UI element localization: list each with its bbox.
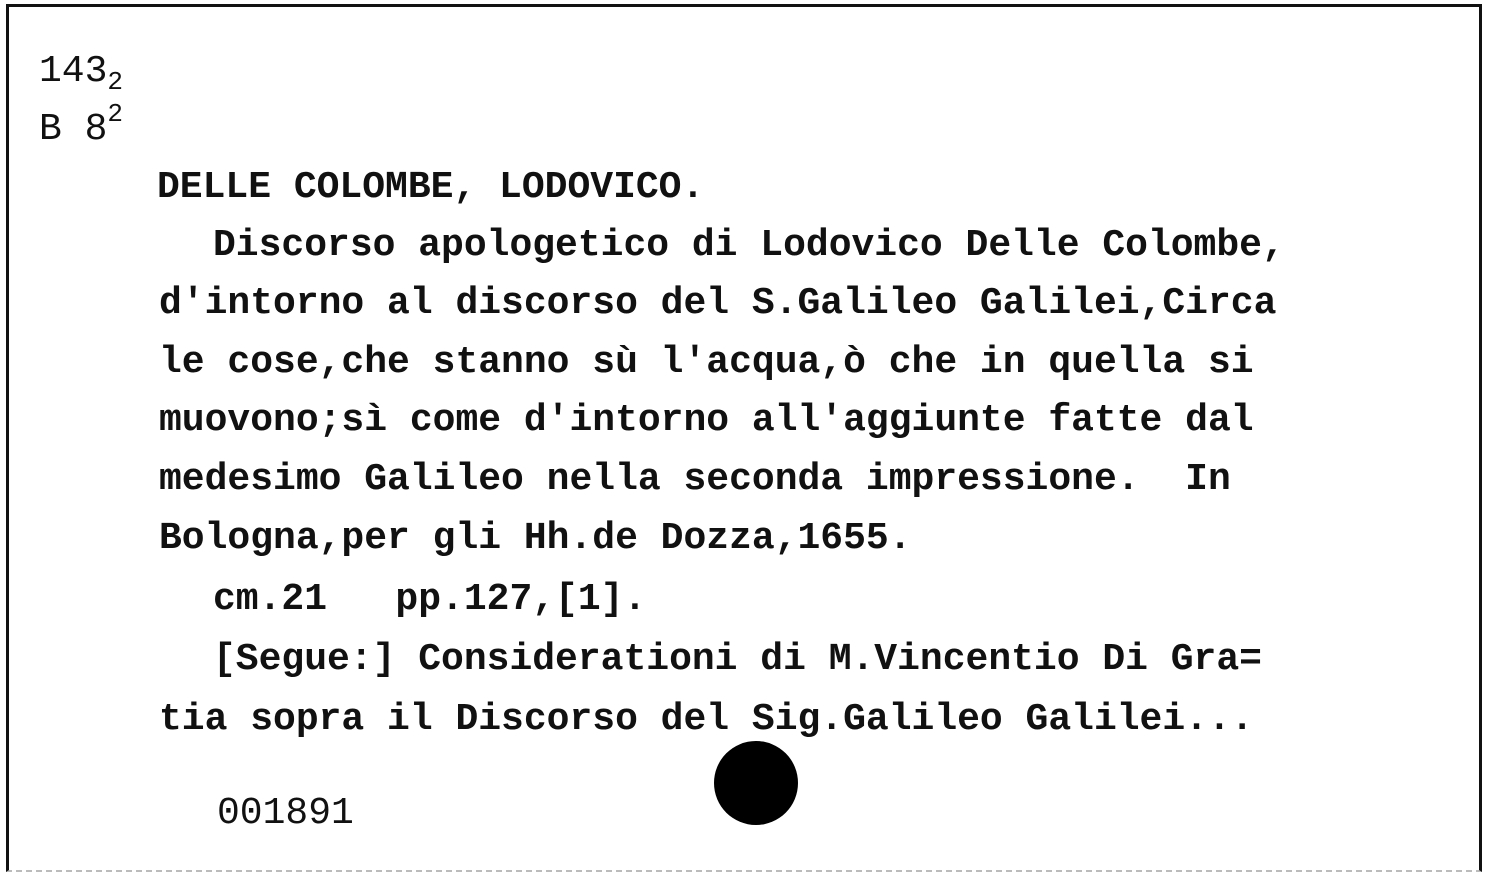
- accession-number: 001891: [217, 792, 354, 835]
- note-line: [Segue:] Considerationi di M.Vincentio Di Gra=: [213, 638, 1262, 681]
- title-line: muovono;sì come d'intorno all'aggiunte fatte dal: [159, 399, 1254, 442]
- call-number-line-1: $143_2$: [39, 50, 124, 97]
- title-line: Discorso apologetico di Lodovico Delle Colombe,: [213, 224, 1285, 267]
- call-number-line-2: B $8^2$: [39, 99, 124, 151]
- title-line: le cose,che stanno sù l'acqua,ò che in quella si: [159, 341, 1254, 384]
- title-line: Bologna,per gli Hh.de Dozza,1655.: [159, 517, 912, 560]
- author-heading: DELLE COLOMBE, LODOVICO.: [157, 166, 705, 209]
- title-line: d'intorno al discorso del S.Galileo Galilei,Circa: [159, 282, 1277, 325]
- collation: cm.21 pp.127,[1].: [213, 578, 647, 621]
- catalog-card: [6, 4, 1482, 872]
- punch-hole: [714, 741, 798, 825]
- title-line: medesimo Galileo nella seconda impressione. In: [159, 458, 1231, 501]
- note-line: tia sopra il Discorso del Sig.Galileo Galilei...: [159, 698, 1254, 741]
